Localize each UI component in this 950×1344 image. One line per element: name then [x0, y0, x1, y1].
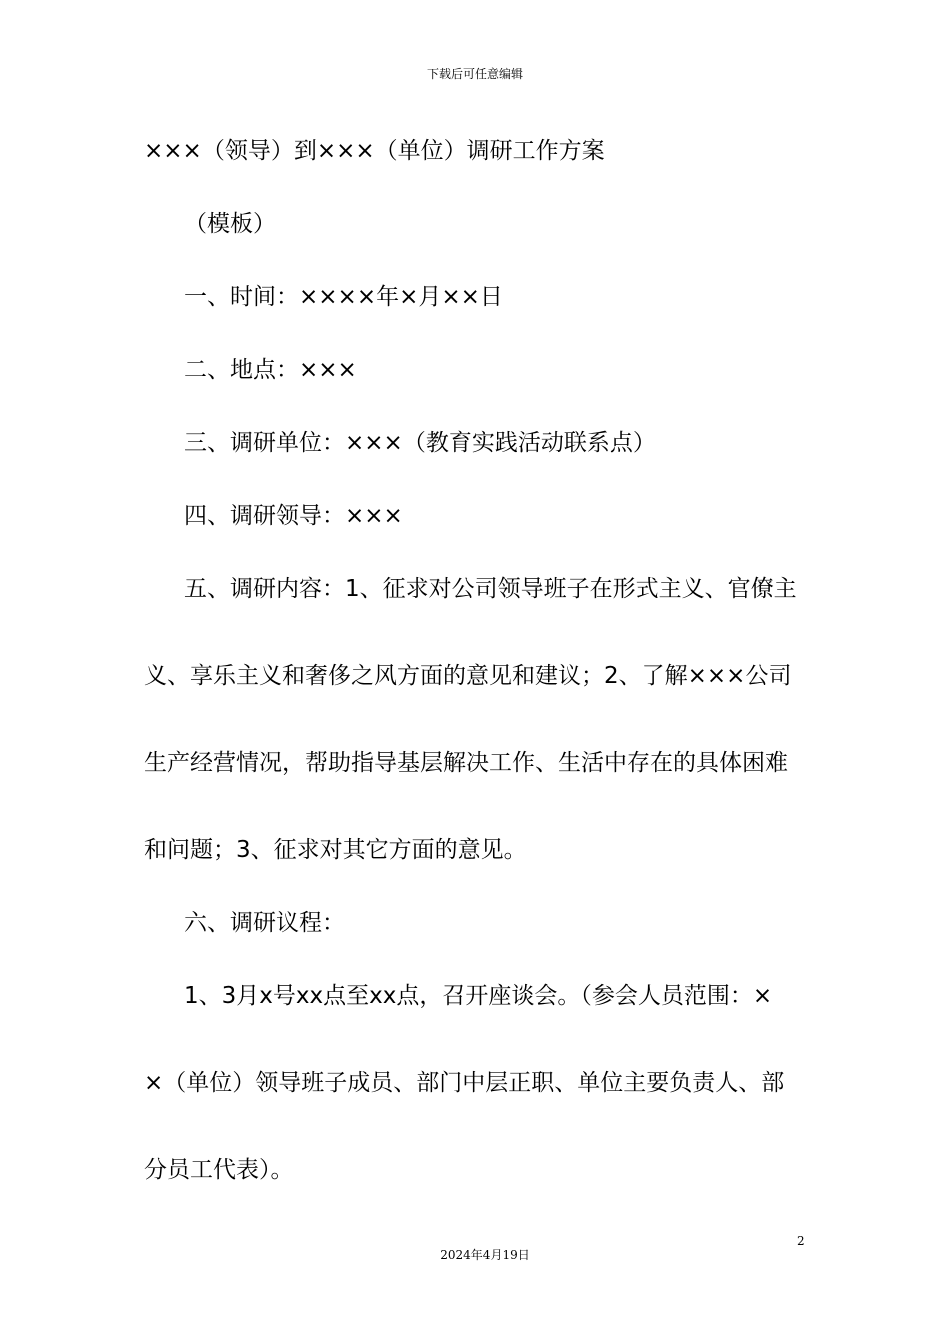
content-line: 五、调研内容：1、征求对公司领导班子在形式主义、官僚主: [184, 576, 797, 602]
item-time: 一、时间：××××年×月××日: [184, 284, 503, 310]
content-line: 生产经营情况，帮助指导基层解决工作、生活中存在的具体困难: [144, 750, 788, 776]
document-subtitle: （模板）: [184, 211, 276, 237]
agenda-line: 1、3月x号xx点至xx点，召开座谈会。（参会人员范围：×: [184, 983, 773, 1009]
content-line: 义、享乐主义和奢侈之风方面的意见和建议；2、了解×××公司: [144, 663, 792, 689]
item-place: 二、地点：×××: [184, 357, 357, 383]
content-line: 和问题；3、征求对其它方面的意见。: [144, 837, 527, 863]
page-footer-date: 2024年4月19日: [440, 1248, 530, 1262]
page-number: 2: [797, 1234, 805, 1248]
item-leader: 四、调研领导：×××: [184, 503, 403, 529]
agenda-line: ×（单位）领导班子成员、部门中层正职、单位主要负责人、部: [144, 1070, 785, 1096]
document-title: ×××（领导）到×××（单位）调研工作方案: [144, 138, 605, 164]
agenda-heading: 六、调研议程：: [184, 910, 345, 936]
page-header: 下载后可任意编辑: [426, 67, 523, 81]
item-unit: 三、调研单位：×××（教育实践活动联系点）: [184, 430, 656, 456]
agenda-line: 分员工代表）。: [144, 1157, 294, 1183]
